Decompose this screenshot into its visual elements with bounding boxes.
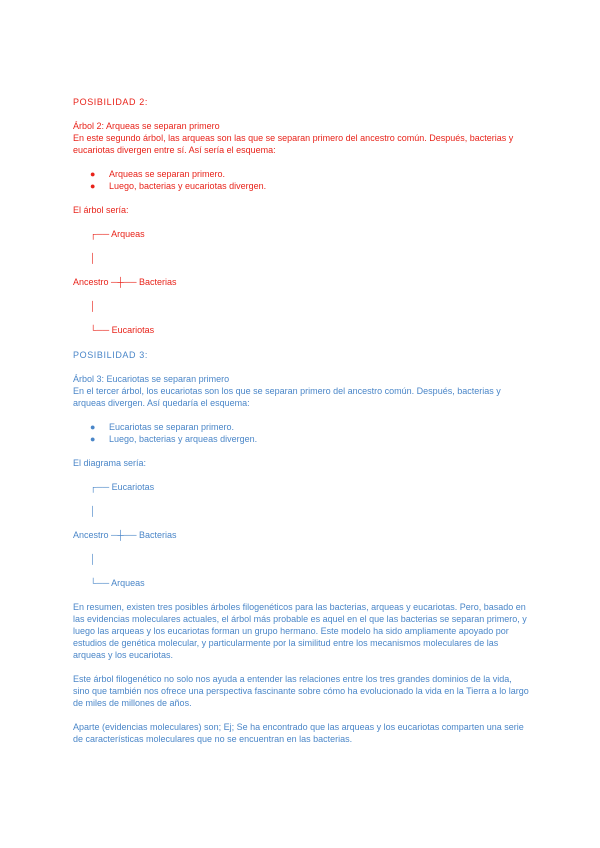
section2-tree-pipe-top: │ [90,253,96,263]
bullet-marker: ● [90,422,96,432]
section3-paragraph: En el tercer árbol, los eucariotas son los que se separan primero del ancestro común. Después, bacterias y arqueas divergen. Así quedaría el esquema: [73,386,501,408]
section3-tree-bottom: └── Arqueas [90,578,145,588]
section3-tree-pipe-bottom: │ [90,554,96,564]
section3-heading: POSIBILIDAD 3: [73,350,148,360]
section2-paragraph: En este segundo árbol, las arqueas son las que se separan primero del ancestro común. Después, bacterias y eucariotas divergen entre sí. Así sería el esquema: [73,133,514,155]
section3-tree-intro: El diagrama sería: [73,458,147,468]
section3-title: Árbol 3: Eucariotas se separan primero [73,374,230,384]
section3-tree-top: ┌── Eucariotas [90,482,155,492]
section2-tree-top: ┌── Arqueas [90,229,145,239]
section2-tree-pipe-bottom: │ [90,301,96,311]
bullet-marker: ● [90,169,96,179]
section2-bullet-2: Luego, bacterias y eucariotas divergen. [109,181,267,191]
bullet-marker: ● [90,434,96,444]
section3-tree-pipe-top: │ [90,506,96,516]
section2-tree-bottom: └── Eucariotas [90,325,155,335]
summary-paragraph: En resumen, existen tres posibles árboles filogenéticos para las bacterias, arqueas y eucariotas. Pero, basado en las evidencias moleculares actuales, el árbol más probable es aquel en el que las bacterias se separan primero, y luego las arqueas y los eucariotas forman un grupo hermano. Este modelo ha sido ampliamente apoyado por estudios de genética molecular, y particularmente por la similitud entre los mecanismos moleculares de las arqueas y los eucariotas. [73,602,527,660]
bullet-marker: ● [90,181,96,191]
aside-paragraph: Aparte (evidencias moleculares) son; Ej; Se ha encontrado que las arqueas y los eucariotas comparten una serie de características moleculares que no se encuentran en las bacterias. [73,722,524,744]
section2-tree-middle: Ancestro ─┼── Bacterias [73,277,177,287]
section2-tree-intro: El árbol sería: [73,205,129,215]
section2-heading: POSIBILIDAD 2: [73,97,148,107]
section2-title: Árbol 2: Arqueas se separan primero [73,121,220,131]
section3-tree-middle: Ancestro ─┼── Bacterias [73,530,177,540]
section3-bullet-2: Luego, bacterias y arqueas divergen. [109,434,258,444]
section2-bullet-1: Arqueas se separan primero. [109,169,226,179]
significance-paragraph: Este árbol filogenético no solo nos ayuda a entender las relaciones entre los tres grandes dominios de la vida, sino que también nos ofrece una perspectiva fascinante sobre cómo ha evolucionado la vida en la Tierra a lo largo de miles de millones de años. [73,674,529,708]
section3-bullet-1: Eucariotas se separan primero. [109,422,235,432]
